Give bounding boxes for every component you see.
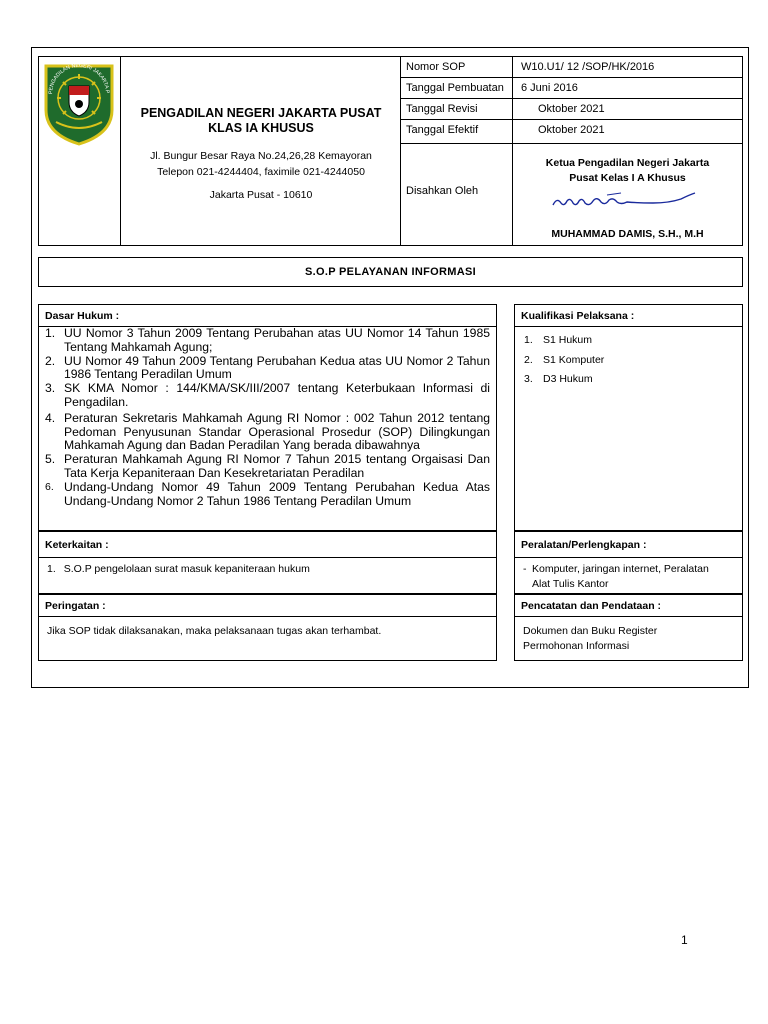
list-item: [515, 354, 742, 374]
meta-label: Nomor SOP: [401, 57, 513, 77]
warning-heading: Peringatan :: [39, 595, 496, 617]
list-text: Peraturan Sekretaris Mahkamah Agung RI Nomor : 002 Tahun 2012 tentang Pedoman Penyusunan Standar Operasional Prosedur (SOP) Dilingkungan Mahkamah Agung dan Badan Peradilan Yang berada dibawahnya: [64, 410, 490, 453]
logo-arc-text: PENGADILAN NEGERI JAKARTA P: [47, 62, 111, 95]
related-sop-item: [39, 562, 496, 577]
address-line1: Jl. Bungur Besar Raya No.24,26,28 Kemayoran: [150, 150, 372, 162]
legal-basis-box: [38, 304, 497, 531]
organization-address: [121, 148, 401, 180]
approver-name: MUHAMMAD DAMIS, S.H., M.H: [551, 228, 704, 240]
recording-box: [514, 594, 743, 661]
equipment-text-line2: Alat Tulis Kantor: [532, 578, 609, 590]
list-bullet: -: [523, 563, 527, 575]
list-number: 4.: [45, 410, 56, 425]
list-text: Peraturan Mahkamah Agung RI Nomor 7 Tahun 2015 tentang Orgaisasi Dan Tata Kerja Kepaniteraan Dan Kesekretariatan Peradilan: [64, 452, 490, 480]
sop-title: S.O.P PELAYANAN INFORMASI: [38, 257, 743, 287]
approval-cell: [513, 144, 742, 245]
meta-row-tanggal-efektif: [401, 120, 742, 144]
list-text: S1 Hukum: [543, 334, 593, 346]
meta-value: W10.U1/ 12 /SOP/HK/2016: [521, 61, 655, 73]
meta-label: Tanggal Efektif: [401, 120, 513, 143]
list-number: 3.: [45, 381, 56, 396]
related-sop-box: [38, 531, 497, 594]
list-number: 5.: [45, 452, 56, 467]
organization-name-line1: PENGADILAN NEGERI JAKARTA PUSAT: [140, 106, 382, 120]
qualification-list: [515, 334, 742, 393]
equipment-text-line1: Komputer, jaringan internet, Peralatan: [532, 563, 709, 575]
approved-by-label: Disahkan Oleh: [401, 144, 513, 245]
organization-cell: [121, 57, 401, 245]
recording-text-line1: Dokumen dan Buku Register: [523, 625, 658, 637]
approver-title-line1: Ketua Pengadilan Negeri Jakarta: [545, 157, 710, 169]
list-number: 1.: [47, 563, 56, 575]
equipment-item: [515, 562, 742, 592]
list-item: [39, 412, 496, 453]
meta-row-nomor-sop: [401, 57, 742, 78]
list-text: UU Nomor 49 Tahun 2009 Tentang Perubahan Kedua atas UU Nomor 2 Tahun 1986 Tentang Peradilan Umum: [64, 353, 490, 382]
recording-heading: Pencatatan dan Pendataan :: [515, 595, 742, 617]
recording-text-line2: Permohonan Informasi: [523, 640, 630, 652]
list-number: 1.: [45, 326, 56, 340]
court-logo: [42, 60, 116, 146]
meta-value: Oktober 2021: [538, 124, 605, 136]
meta-value: Oktober 2021: [538, 103, 605, 115]
list-number: 2.: [524, 353, 533, 366]
list-text: UU Nomor 3 Tahun 2009 Tentang Perubahan atas UU Nomor 14 Tahun 1985 Tentang Mahkamah Agung;: [64, 326, 490, 354]
list-number: 3.: [524, 373, 533, 385]
approver-title: [513, 156, 742, 186]
logo-cell: [39, 57, 121, 245]
equipment-box: [514, 531, 743, 594]
organization-name-line2: KLAS IA KHUSUS: [208, 121, 314, 135]
equipment-heading: Peralatan/Perlengkapan :: [515, 532, 742, 558]
legal-basis-heading: Dasar Hukum :: [39, 305, 496, 327]
meta-label: Tanggal Pembuatan: [401, 78, 513, 98]
qualification-box: [514, 304, 743, 531]
warning-text: Jika SOP tidak dilaksanakan, maka pelaksanaan tugas akan terhambat.: [47, 625, 382, 637]
warning-box: [38, 594, 497, 661]
meta-row-tanggal-revisi: [401, 99, 742, 120]
meta-value: 6 Juni 2016: [521, 82, 578, 94]
qualification-heading: Kualifikasi Pelaksana :: [515, 305, 742, 327]
list-item: [515, 373, 742, 393]
approver-title-line2: Pusat Kelas I A Khusus: [569, 172, 686, 184]
list-item: [39, 382, 496, 410]
list-item: [39, 453, 496, 481]
address-line2: Telepon 021-4244404, faximile 021-4244050: [157, 166, 365, 178]
recording-text: [515, 624, 742, 654]
list-text: S1 Komputer: [543, 353, 605, 366]
meta-row-tanggal-pembuatan: [401, 78, 742, 99]
list-item: [39, 481, 496, 509]
list-item: [515, 334, 742, 354]
list-text: SK KMA Nomor : 144/KMA/SK/III/2007 tentang Keterbukaan Informasi di Pengadilan.: [64, 381, 490, 409]
page-number: 1: [681, 933, 688, 947]
related-sop-heading: Keterkaitan :: [39, 532, 496, 558]
list-number: 2.: [45, 353, 56, 368]
list-number: 6.: [45, 480, 54, 493]
list-text: D3 Hukum: [543, 373, 593, 385]
list-number: 1.: [524, 334, 533, 346]
organization-name: [121, 106, 401, 136]
list-item: [39, 327, 496, 355]
legal-basis-list: [39, 327, 496, 508]
organization-city: Jakarta Pusat - 10610: [209, 189, 313, 201]
list-text: Undang-Undang Nomor 49 Tahun 2009 Tentang Perubahan Kedua Atas Undang-Undang Nomor 2 Tahun 1986 Tentang Peradilan Umum: [64, 479, 490, 508]
sop-header-table: [38, 56, 743, 246]
list-text: S.O.P pengelolaan surat masuk kepaniteraan hukum: [63, 563, 310, 575]
meta-label: Tanggal Revisi: [401, 99, 513, 119]
list-item: [39, 355, 496, 383]
signature-image: [549, 189, 699, 213]
